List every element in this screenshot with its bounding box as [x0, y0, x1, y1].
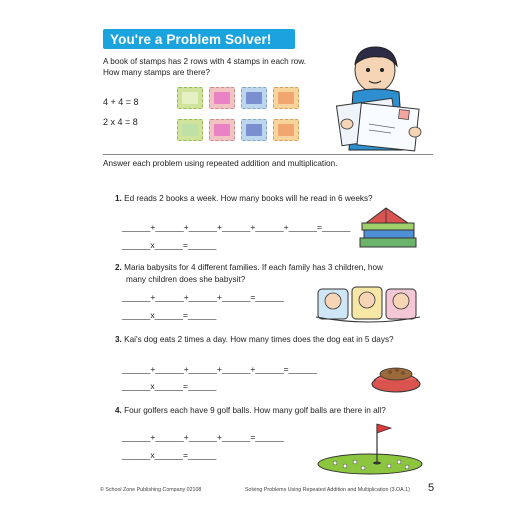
problem-3: [115, 334, 394, 345]
stamp-sheet-illustration: [173, 83, 333, 147]
stamp: [177, 87, 203, 109]
problem-text: Ed reads 2 books a week. How many books will he read in 6 weeks?: [124, 194, 373, 203]
stack-of-books-illustration: [356, 204, 420, 250]
multiplication-answer-line[interactable]: ______x______=______: [122, 450, 217, 460]
addition-answer-line[interactable]: ______+______+______+______+______=______: [122, 364, 318, 374]
problem-text: Four golfers each have 9 golf balls. How many golf balls are there in all?: [124, 406, 386, 415]
problem-text: Kai's dog eats 2 times a day. How many times does the dog eat in 5 days?: [124, 335, 394, 344]
multiplication-equation: 2 x 4 = 8: [103, 117, 138, 127]
boy-with-envelopes-illustration: [333, 42, 425, 154]
golf-green-illustration: [315, 418, 425, 476]
stamp: [209, 87, 235, 109]
intro-line-2: How many stamps are there?: [103, 68, 210, 77]
addition-answer-line[interactable]: ______+______+______+______+______+______=______: [122, 222, 351, 232]
addition-equation: 4 + 4 = 8: [103, 97, 139, 107]
footer-copyright: © School Zone Publishing Company 02108: [100, 487, 202, 493]
page-title: You're a Problem Solver!: [110, 31, 272, 47]
multiplication-answer-line[interactable]: ______x______=______: [122, 240, 217, 250]
problem-text: Maria babysits for 4 different families. If each family has 3 children, how: [124, 263, 383, 272]
stamp: [273, 119, 299, 141]
problem-number: 1.: [115, 194, 122, 203]
instructions: Answer each problem using repeated addition and multiplication.: [103, 159, 338, 168]
problem-number: 4.: [115, 406, 122, 415]
problem-2: [115, 262, 383, 273]
stamp: [241, 119, 267, 141]
footer-topic: Solving Problems Using Repeated Addition and Multiplication (3.OA.1): [245, 487, 410, 493]
dog-bowl-illustration: [370, 354, 422, 394]
addition-answer-line[interactable]: ______+______+______+______=______: [122, 292, 284, 302]
addition-answer-line[interactable]: ______+______+______+______=______: [122, 432, 284, 442]
stamp: [177, 119, 203, 141]
divider: [103, 154, 433, 155]
three-babies-illustration: [314, 283, 424, 325]
stamp: [273, 87, 299, 109]
title-banner: [103, 29, 295, 49]
problem-1: [115, 193, 373, 204]
page-number: 5: [428, 482, 435, 494]
problem-number: 2.: [115, 263, 122, 272]
multiplication-answer-line[interactable]: ______x______=______: [122, 310, 217, 320]
stamp: [209, 119, 235, 141]
stamp: [241, 87, 267, 109]
intro-line-1: A book of stamps has 2 rows with 4 stamps in each row.: [103, 57, 306, 66]
problem-4: [115, 405, 386, 416]
problem-number: 3.: [115, 335, 122, 344]
problem-2-text-continued: many children does she babysit?: [126, 275, 246, 284]
multiplication-answer-line[interactable]: ______x______=______: [122, 381, 217, 391]
